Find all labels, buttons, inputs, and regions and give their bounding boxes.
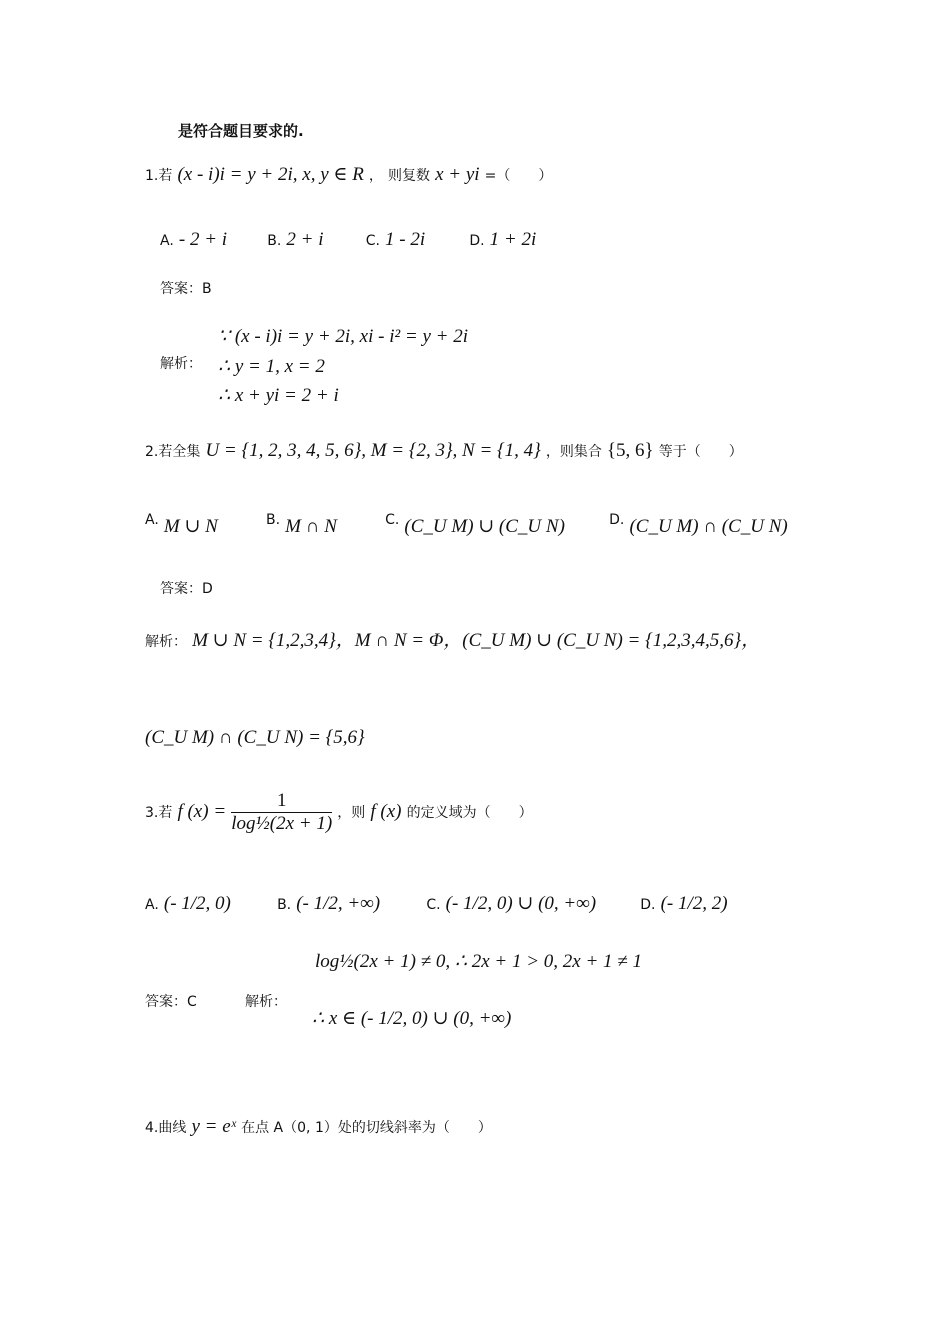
option-value: 2 + i xyxy=(286,229,324,250)
analysis-line: M ∪ N = {1,2,3,4}，M ∩ N = Φ，(C_U M) ∪ (C_U N) = {1,2,3,4,5,6}， xyxy=(192,630,761,651)
question-3 xyxy=(145,790,533,835)
answer: 答案：B xyxy=(160,281,212,297)
answer: 答案：C xyxy=(145,994,197,1010)
question-number: 1.若 xyxy=(145,168,173,184)
option-value: (- 1/2, 0) xyxy=(163,893,231,914)
option-label: D. xyxy=(609,512,625,528)
option-label: C. xyxy=(385,512,400,528)
option-value: 1 + 2i xyxy=(489,229,537,250)
analysis-label: 解析： xyxy=(160,356,202,372)
question-stem: (x - i)i = y + 2i, x, y ∈ R xyxy=(177,164,364,185)
option-value: (- 1/2, +∞) xyxy=(296,893,381,914)
question-end: 等于（ ） xyxy=(658,444,743,460)
analysis-line: log½(2x + 1) ≠ 0, ∴ 2x + 1 > 0, 2x + 1 ≠ 1 xyxy=(315,951,642,972)
question-target: f (x) xyxy=(370,801,402,822)
question-tail: 则复数 xyxy=(388,168,431,184)
question-number: 2.若全集 xyxy=(145,444,201,460)
question-number: 3.若 xyxy=(145,805,173,821)
question-4 xyxy=(145,1116,492,1138)
option-value: (C_U M) ∪ (C_U N) xyxy=(404,516,565,537)
analysis-line: ∵ (x - i)i = y + 2i, xi - i² = y + 2i xyxy=(218,326,469,347)
question-number: 4.曲线 xyxy=(145,1120,187,1136)
analysis-line: ∴ x ∈ (- 1/2, 0) ∪ (0, +∞) xyxy=(312,1008,512,1029)
analysis-label: 解析： xyxy=(245,994,287,1010)
option-value: (- 1/2, 2) xyxy=(660,893,728,914)
question-target: {5, 6} xyxy=(606,440,654,461)
section-note: 是符合题目要求的. xyxy=(178,122,304,140)
question-stem-left: f (x) = xyxy=(177,801,227,822)
option-label: C. xyxy=(365,233,380,249)
question-sep: ， xyxy=(368,168,383,184)
question-1 xyxy=(145,163,552,186)
question-1-options xyxy=(160,229,536,251)
question-target: x + yi xyxy=(435,164,480,185)
question-fraction xyxy=(231,790,332,835)
question-stem: U = {1, 2, 3, 4, 5, 6}, M = {2, 3}, N = {1, 4} xyxy=(205,440,541,461)
analysis-line: ∴ y = 1, x = 2 xyxy=(218,356,325,377)
option-label: D. xyxy=(469,233,485,249)
question-tail: ，则集合 xyxy=(545,444,602,460)
option-label: C. xyxy=(426,897,441,913)
option-value: M ∩ N xyxy=(285,516,337,537)
question-tail: ，则 xyxy=(337,805,366,821)
option-label: A. xyxy=(145,897,159,913)
question-3-options xyxy=(145,892,728,915)
question-end: 的定义域为（ ） xyxy=(406,805,533,821)
option-label: B. xyxy=(267,233,282,249)
analysis-line: ∴ x + yi = 2 + i xyxy=(218,385,339,406)
option-label: B. xyxy=(277,897,292,913)
option-value: - 2 + i xyxy=(178,229,228,250)
fraction-denominator: log½(2x + 1) xyxy=(231,813,333,834)
option-value: (- 1/2, 0) ∪ (0, +∞) xyxy=(445,893,597,914)
analysis-label: 解析： xyxy=(145,634,187,650)
answer: 答案：D xyxy=(160,581,213,597)
question-2-options xyxy=(145,512,788,538)
question-end: 在点 A（0, 1）处的切线斜率为（ ） xyxy=(241,1120,492,1136)
question-end: =（ ） xyxy=(484,168,553,184)
question-stem: y = eˣ xyxy=(191,1116,237,1137)
analysis xyxy=(145,625,760,652)
fraction-numerator: 1 xyxy=(231,790,332,813)
option-label: A. xyxy=(145,512,159,528)
option-value: (C_U M) ∩ (C_U N) xyxy=(629,516,788,537)
option-label: D. xyxy=(640,897,656,913)
option-value: 1 - 2i xyxy=(385,229,426,250)
option-label: A. xyxy=(160,233,174,249)
analysis-line: (C_U M) ∩ (C_U N) = {5,6} xyxy=(145,727,365,748)
option-value: M ∪ N xyxy=(163,516,218,537)
question-2 xyxy=(145,440,743,462)
option-label: B. xyxy=(265,512,281,528)
